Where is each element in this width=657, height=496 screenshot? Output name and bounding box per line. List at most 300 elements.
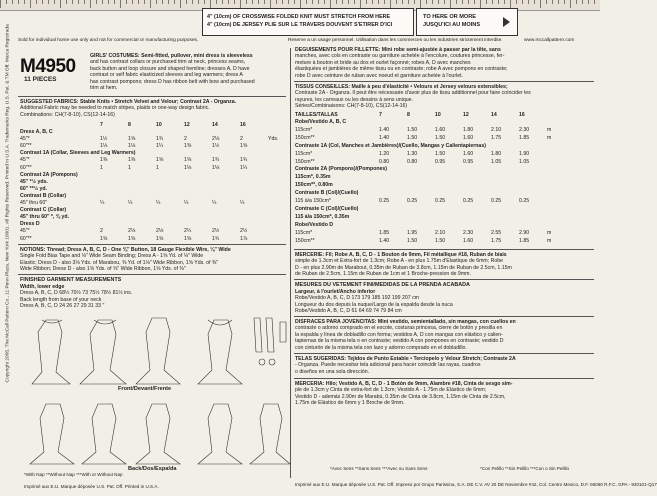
table-row-label: Contrast C (Collar): [20, 207, 67, 214]
ruler-tick: [180, 0, 181, 8]
table-cell: 1¾: [156, 136, 164, 143]
mesures-row: Longueur du dos depuis la nuque/Largo de la espalda desde la nuca: [295, 301, 453, 308]
ruler-tick: [474, 0, 475, 4]
table-cell: 1⅝: [156, 157, 164, 164]
table-cell: 1⅝: [184, 157, 192, 164]
table-cell: 2.90: [519, 229, 530, 236]
table-row-label: 45"*: [20, 228, 30, 235]
table-cell: 1.50: [407, 237, 418, 244]
ruler-tick: [258, 0, 259, 4]
table-cell: 1¼: [240, 164, 248, 171]
ruler-tick: [342, 0, 343, 4]
ruler-tick: [576, 0, 577, 4]
table-cell: 1.30: [407, 150, 418, 157]
table-cell: 1½: [100, 136, 108, 143]
ruler-tick: [294, 0, 295, 4]
ruler-tick: [492, 0, 493, 4]
finished-row: Width, lower edge: [20, 284, 65, 290]
table-cell: 1⅛: [184, 164, 192, 171]
disfraces-line: la espalda y línea de dobladillo con forma; vestidos A, D con mangas con elástico y calien-: [295, 331, 503, 338]
ruler-tick: [276, 0, 277, 4]
mercerie-line: D - en plus 2.90m de Marabout, 0.35m de Ruban de 3.8cm, 1.15m de Ruban de 2.5cm, 1.15m: [295, 264, 512, 271]
table-cell: m: [547, 134, 552, 141]
divider: [294, 378, 594, 379]
ruler-tick: [42, 0, 43, 4]
ruler-tick: [360, 0, 361, 8]
table-cell: 2.55: [491, 229, 502, 236]
size-header: 12: [463, 112, 469, 118]
side-copyright-text: Copyright 2005, The McCall Pattern Co., 11 Penn Plaza, New York 10001. All Rights Reserved. Printed in U.S.A. Trademarks Reg. U.S. Pat. & TM Off. Marca Registrada: [5, 24, 11, 383]
ruler-tick: [12, 0, 13, 4]
table-cell: 0.25: [379, 198, 390, 204]
table-cell: 1¾: [212, 157, 220, 164]
table-cell: 2.10: [435, 229, 446, 236]
table-cell: 0.25: [407, 198, 418, 204]
ruler-tick: [504, 0, 505, 4]
ruler-tick: [462, 0, 463, 4]
table-cell: 1.50: [435, 237, 446, 244]
ruler-tick: [282, 0, 283, 4]
ruler-tick: [498, 0, 499, 4]
disfraces-line: DISFRACES PARA JOVENCITAS: Mini vestido, semientallado, sin mangas, con cuellos en: [295, 319, 516, 325]
divider: [18, 244, 286, 245]
table-cell: 0.95: [463, 158, 474, 165]
ruler-tick: [570, 0, 571, 8]
telas-line: o diseños en una sola dirección.: [295, 368, 370, 375]
notions-line: NOTIONS: Thread; Dress A, B, C, D - One ⅜" Button, 18 Gauge Flexible Wire, ⅛" Wide: [20, 247, 231, 253]
ruler-tick: [336, 0, 337, 4]
table-cell: Yds.: [268, 136, 279, 143]
ruler-tick: [546, 0, 547, 4]
arrow-line-fr: JUSQU'ICI AU MOINS: [423, 22, 481, 28]
divider: [294, 316, 594, 317]
table-cell: m: [547, 229, 552, 236]
table-cell: 1.50: [407, 134, 418, 141]
tissus-line: TISSUS CONSEILLES: Maille à peu d'élasticité • Velours et Jersey velours extensibles;: [295, 84, 508, 90]
table-cell: ¼: [128, 200, 133, 206]
ruler-tick: [144, 0, 145, 4]
pelillo-footnote: *Con Pelillo **Sin Pelillo ***Con o Sin Pelillo: [480, 466, 570, 471]
ruler-tick: [450, 0, 451, 8]
ruler-tick: [300, 0, 301, 8]
ruler-tick: [120, 0, 121, 8]
table-cell: 1.85: [379, 229, 390, 236]
pattern-number: M4950: [20, 56, 76, 77]
table-row-label: 115 à/a 150cm*: [295, 198, 331, 204]
suggested-fabrics-line: Combinations: CH(7-8-10), CS(12-14-16): [20, 111, 115, 118]
description-line: and has contrast collars or purchased trim at neck, princess seams,: [90, 59, 246, 66]
table-cell: 1⅛: [128, 143, 136, 150]
divider: [294, 279, 594, 280]
description-line: GIRLS' COSTUMES: Semi-fitted, pullover, mini dress is sleeveless: [90, 53, 253, 59]
mesures-row: Robe/Vestido A, B, C, D 173 179 185 192 199 207 cm: [295, 295, 420, 302]
table-cell: 1.85: [519, 237, 530, 244]
ruler-tick: [528, 0, 529, 4]
ruler-tick: [378, 0, 379, 4]
divider: [294, 249, 594, 250]
table-cell: 1.40: [379, 237, 390, 244]
ruler-tick: [222, 0, 223, 4]
stretch-line-fr: 4" (10cm) DE JERSEY PLIE SUR LE TRAVERS DOUVENT S'ETIRER D'ICI: [207, 22, 393, 28]
ruler-tick: [318, 0, 319, 4]
ruler-tick: [438, 0, 439, 4]
table-cell: 1.05: [491, 158, 502, 165]
merceria-line: 1.75m de Elástico de 6mm y 1 Broche de 9mm.: [295, 400, 405, 407]
disfraces-line: contraste o adorno comprado en el escote, costuras princesa, cierre de botón y presilla en: [295, 325, 503, 332]
ruler-tick: [534, 0, 535, 4]
ruler-tick: [594, 0, 595, 4]
table-cell: 1.60: [463, 237, 474, 244]
table-cell: 1⅞: [240, 235, 248, 242]
ruler-tick: [126, 0, 127, 4]
ruler-tick: [264, 0, 265, 4]
back-view-label: Back/Dos/Espalda: [128, 466, 177, 472]
table-cell: 1⅜: [100, 157, 108, 164]
ruler-tick: [204, 0, 205, 4]
notions-line: Wide Ribbon; Dress D - also 1⅝ Yds. of ⅝" Wide Ribbon, 1⅝ Yds. of ⅜": [20, 266, 186, 273]
table-row-label: Dress D: [20, 221, 40, 228]
pieces-count: 11 PIECES: [24, 76, 57, 83]
ruler-tick: [396, 0, 397, 4]
column-divider: [290, 48, 291, 478]
table-cell: 1⅝: [240, 143, 248, 150]
table-cell: 2: [240, 136, 243, 143]
notions-line: Elastic; Dress D - also 3⅛ Yds. of Marabou, ⅜ Yd. of 1⅛" Wide Ribbon, 1⅝ Yds. of ⅜": [20, 259, 219, 266]
table-cell: m: [547, 237, 552, 244]
mesures-row: Robe/Vestido A, B, C, D 61 64 69 74 79 84 cm: [295, 308, 402, 315]
ruler-tick: [372, 0, 373, 4]
table-cell: 1½: [212, 143, 220, 150]
table-cell: 2½: [212, 228, 220, 235]
table-row-label: 60"**: [20, 235, 32, 242]
ruler-tick: [468, 0, 469, 4]
size-header: 14: [212, 122, 218, 128]
table-row-label: 115cm*: [295, 150, 313, 157]
table-row-label: 60"**: [20, 143, 32, 150]
sold-notice-fr: Reserve a un usage personnel. Utilisation dans les commerces ou les industries strictement interdite.: [288, 38, 503, 43]
table-row-label: 45"*: [20, 136, 30, 143]
table-cell: 2½: [240, 228, 248, 235]
ruler-tick: [156, 0, 157, 4]
table-cell: 1.75: [491, 237, 502, 244]
table-row-label: Contraste 2A (Pompons)/(Pompones): [295, 166, 388, 173]
merceria-line: MERCERIA: Hilo; Vestido A, B, C, D - 1 Botón de 9mm, Alambre #18, Cinta de sesgo sim-: [295, 381, 513, 387]
table-row-label: Robe/Vestido D: [295, 221, 334, 228]
ruler-tick: [192, 0, 193, 4]
table-cell: 1¾: [212, 235, 220, 242]
ruler-tick: [84, 0, 85, 4]
ruler-tick: [384, 0, 385, 4]
ruler-tick: [582, 0, 583, 4]
ruler-tick: [36, 0, 37, 4]
ruler-tick: [30, 0, 31, 8]
table-row-label: 150cm**: [295, 134, 315, 141]
size-header: 10: [435, 112, 441, 118]
table-row-label: 115cm*: [295, 229, 313, 236]
table-cell: ¼: [156, 200, 161, 206]
ruler-tick: [66, 0, 67, 4]
table-cell: 1⅝: [128, 136, 136, 143]
sold-notice-en: Sold for individual home use only and not for commercial or manufacturing purposes.: [18, 38, 199, 43]
mercerie-line: de Ruban de 2.5cm, 1.15m de Ruban de 1cm et 1 Broche-pression de 9mm.: [295, 271, 471, 278]
ruler-tick: [90, 0, 91, 8]
table-cell: 1: [128, 164, 131, 171]
description-line: trim at hem.: [90, 85, 118, 91]
front-view-label: Front/Devant/Frente: [118, 386, 172, 392]
ruler-tick: [480, 0, 481, 8]
disfraces-line: tapiernas de la misma tela o en contraste; vestido A con pompones en contraste; vestido D: [295, 338, 504, 345]
ruler-tick: [18, 0, 19, 4]
table-cell: 2: [100, 228, 103, 235]
table-cell: 1.40: [379, 126, 390, 133]
table-cell: 1.95: [407, 229, 418, 236]
divider: [294, 353, 594, 354]
description-fr-line: robe D avec ceinture de ruban avec noeud et garniture achetée à l'ourlet.: [295, 72, 463, 79]
notions-line: Single Fold Bias Tape and ⅛" Wide Seam Binding; Dress A - 1⅝ Yd. of ⅛" Wide: [20, 253, 204, 260]
table-cell: 2⅛: [156, 228, 164, 235]
ruler-tick: [312, 0, 313, 4]
ruler-tick: [348, 0, 349, 4]
back-view-sketches: [30, 404, 290, 464]
description-line: has contrast pompons; dress D has ribbon belt with bow and purchased: [90, 78, 255, 85]
table-cell: 1⅛: [212, 164, 220, 171]
ruler-tick: [516, 0, 517, 4]
ruler-tick: [402, 0, 403, 4]
ruler-tick: [102, 0, 103, 4]
ruler-tick: [552, 0, 553, 4]
table-row-label: 45" thru 60": [20, 200, 48, 206]
ruler-tick: [252, 0, 253, 4]
ruler-tick: [366, 0, 367, 4]
ruler-tick: [174, 0, 175, 4]
table-row-label: 45" *½ yds.: [20, 178, 48, 185]
size-header: 16: [519, 112, 525, 118]
tissus-line: Séries/Combinaisons: CH(7-8-10), CS(12-14-16): [295, 103, 408, 110]
table-cell: 0.80: [379, 158, 390, 165]
divider: [18, 274, 286, 275]
ruler-tick: [72, 0, 73, 4]
table-row-label: 45" thru 60" *, ⅜ yd.: [20, 214, 70, 221]
table-cell: 1.80: [463, 126, 474, 133]
table-row-label: Contraste B (Col)/(Cuello): [295, 190, 359, 197]
table-cell: 1⅜: [128, 157, 136, 164]
yardage-table-en: [20, 122, 286, 242]
size-header: 12: [184, 122, 190, 128]
ruler-tick: [138, 0, 139, 4]
table-cell: 1.60: [435, 126, 446, 133]
ruler-tick: [24, 0, 25, 4]
table-cell: 2.30: [463, 229, 474, 236]
ruler-tick: [54, 0, 55, 4]
suggested-fabrics-line: Additional Fabric may be needed to match stripes, plaids or one-way design fabric.: [20, 105, 210, 112]
table-cell: 1⅝: [156, 235, 164, 242]
ruler-tick: [270, 0, 271, 8]
ruler-tick: [510, 0, 511, 8]
table-row-label: Contrast 2A (Pompons): [20, 171, 78, 178]
table-cell: 1¾: [240, 157, 248, 164]
finished-measurements-title: FINISHED GARMENT MEASUREMENTS: [20, 277, 122, 283]
table-cell: 2⅛: [212, 136, 220, 143]
ruler-tick: [354, 0, 355, 4]
size-header: 8: [407, 112, 410, 118]
table-cell: 0.80: [407, 158, 418, 165]
ruler-tick: [426, 0, 427, 4]
table-cell: 0.25: [463, 198, 474, 204]
ruler-tick: [216, 0, 217, 4]
ruler-tick: [558, 0, 559, 4]
ruler-tick: [522, 0, 523, 4]
ruler-tick: [162, 0, 163, 4]
table-row-label: 60"**: [20, 164, 32, 171]
table-cell: 0.25: [435, 198, 446, 204]
size-header: 8: [128, 122, 131, 128]
divider: [294, 81, 594, 82]
table-row-label: Robe/Vestido A, B, C: [295, 119, 347, 125]
mesures-row: Largeur, à l'ourlet/Ancho inferior: [295, 289, 376, 295]
ruler-tick: [132, 0, 133, 4]
ruler-tick: [564, 0, 565, 4]
table-cell: 1¼: [156, 143, 164, 150]
table-cell: 2¼: [184, 228, 192, 235]
table-cell: 1.20: [379, 150, 390, 157]
description-fr-line: élastiquées et jambières de même tissu ou en contraste; robe A avec pompons en contraste;: [295, 66, 508, 73]
ruler-tick: [240, 0, 241, 8]
mercerie-line: MERCERIE: Fil; Robe A, B, C, D - 1 Bouton de 9mm, Fil métallique #18, Ruban de biais: [295, 252, 507, 258]
table-row-label: 45"*: [20, 157, 30, 164]
table-cell: 0.95: [435, 158, 446, 165]
table-row-label: Contrast B (Collar): [20, 192, 67, 199]
telas-line: - Organza. Puede necesitar tela adicional para hacer coincidir las rayas, cuadros: [295, 362, 481, 369]
table-row-label: 115cm*, 0.35m: [295, 174, 331, 181]
print-footnote-es: Imprimé aux E.U. Marque déposée U.S. Pat. Off. Impreso por Grupo Parissina, S.A. DE C.V. AV 20 DE Noviembre #42, Col. Centro Mexico, D.F. 06060 R.F.C. GPA - 930101-Q17: [295, 482, 657, 487]
ruler-tick: [0, 0, 1, 8]
table-cell: 1⅝: [184, 235, 192, 242]
ruler-tick: [48, 0, 49, 4]
ruler-tick: [540, 0, 541, 8]
stretch-arrow-box: [416, 8, 518, 36]
ruler-tick: [444, 0, 445, 4]
website-text: www.mccallpattern.com: [524, 38, 575, 43]
ruler-tick: [246, 0, 247, 4]
table-cell: 1.85: [519, 134, 530, 141]
ruler-tick: [150, 0, 151, 8]
merceria-line: Vestido D - además 2.90m de Marabú, 0.35m de Cinta de 3.8cm, 1.15m de Cinta de 2.5cm,: [295, 393, 506, 400]
table-cell: 1⅜: [184, 143, 192, 150]
ruler-tick: [114, 0, 115, 4]
mesures-title: MESURES DU VETEMENT FINI/MEDIDAS DE LA PRENDA ACABADA: [295, 282, 470, 288]
ruler-tick: [96, 0, 97, 4]
print-footnote-en: Imprimé aux E.U. Marque déposée U.S. Pat. Off. Printed in U.S.A.: [24, 484, 159, 489]
description-fr-line: manches, avec cols en contraste ou garniture achetée à l'encolure, coutures princesse, fer-: [295, 53, 505, 60]
ruler-tick: [60, 0, 61, 8]
table-cell: 1⅝: [128, 235, 136, 242]
ruler-tick: [588, 0, 589, 4]
table-cell: 1.05: [519, 158, 530, 165]
table-cell: 1.60: [463, 134, 474, 141]
table-cell: 1.80: [491, 150, 502, 157]
ruler-tick: [330, 0, 331, 8]
table-row-label: 115 à/a 150cm*, 0.35m: [295, 213, 350, 220]
ruler-tick: [168, 0, 169, 4]
table-row-label: 150cm**: [295, 158, 315, 165]
table-cell: 0.25: [491, 198, 502, 204]
ruler-tick: [108, 0, 109, 4]
table-cell: ¼: [212, 200, 217, 206]
stretch-line-en: 4" (10cm) OF CROSSWISE FOLDED KNIT MUST STRETCH FROM HERE: [207, 14, 391, 20]
table-cell: 1.75: [491, 134, 502, 141]
ruler-tick: [210, 0, 211, 8]
arrow-line-en: TO HERE OR MORE: [423, 14, 477, 20]
ruler-tick: [306, 0, 307, 4]
table-cell: 1: [156, 164, 159, 171]
ruler-tick: [420, 0, 421, 8]
size-header: 16: [240, 122, 246, 128]
table-cell: 1.50: [435, 150, 446, 157]
finished-row: Dress A, B, C, D 68½ 70½ 73 75½ 78½ 81½ ins.: [20, 290, 133, 297]
table-row-label: Dress A, B, C: [20, 129, 53, 135]
table-cell: 0.25: [519, 198, 530, 204]
description-line: back button and loop closure and shaped hemline; dresses A, D have: [90, 65, 250, 72]
ruler-tick: [408, 0, 409, 4]
table-row-label: 150cm**, 0.80m: [295, 182, 333, 189]
finished-row: Dress A, B, C, D 24 26 27 29 31 33 ": [20, 303, 105, 310]
ruler-tick: [6, 0, 7, 4]
table-cell: 2⅛: [128, 228, 136, 235]
table-cell: 2.10: [491, 126, 502, 133]
yardage-table-metric: [295, 112, 595, 248]
size-header: 7: [379, 112, 382, 118]
table-row-label: 115cm*: [295, 126, 313, 133]
table-cell: 1.90: [519, 150, 530, 157]
tissus-line: Contraste 2A - Organza. Il peut être nécessaire d'avoir plus de tissu additionnel pour faire coïncider les: [295, 90, 531, 97]
ruler-tick: [324, 0, 325, 4]
table-row-label: Contraste 1A (Col, Manches et Jambières)/(Cuello, Mangas y Calientapiernas): [295, 142, 486, 149]
tissus-line: rayures, les carreaux ou les dessins à sens unique.: [295, 96, 413, 103]
table-cell: 1.60: [463, 150, 474, 157]
ruler-tick: [432, 0, 433, 4]
front-view-sketches: [32, 318, 286, 384]
table-cell: 1.50: [407, 126, 418, 133]
ruler-tick: [486, 0, 487, 4]
ruler-tick: [186, 0, 187, 4]
table-row-label: 150cm**: [295, 237, 315, 244]
table-cell: 1⅝: [100, 235, 108, 242]
table-cell: 2.30: [519, 126, 530, 133]
table-cell: 1⅛: [100, 143, 108, 150]
table-row-label: Contrast 1A (Collar, Sleeves and Leg Warmers): [20, 150, 136, 157]
ruler-tick: [228, 0, 229, 4]
table-cell: ¼: [240, 200, 245, 206]
arrow-right-icon: [503, 15, 515, 29]
garment-sketches: [28, 312, 290, 478]
ruler-tick: [198, 0, 199, 4]
mercerie-line: simple de 1.3cm et Extra-fort de 1.3cm; Robe A - en plus 1.75m d'Elastique de 6mm; Robe: [295, 258, 504, 265]
ruler-tick: [234, 0, 235, 4]
table-cell: 1.40: [379, 134, 390, 141]
telas-line: TELAS SUGERIDAS: Tejidos de Punto Estable • Terciopelo y Velour Stretch; Contraste 2A: [295, 356, 516, 362]
size-header: 7: [100, 122, 103, 128]
divider: [18, 96, 286, 97]
nap-footnote: *With Nap **Without Nap ***With or Without Nap: [24, 472, 123, 477]
table-row-label: 60" **½ yd.: [20, 185, 47, 192]
description-line: contrast or self fabric elasticized sleeves and leg warmers; dress A: [90, 72, 243, 79]
table-cell: 2: [184, 136, 187, 143]
table-cell: m: [547, 126, 552, 133]
ruler-tick: [78, 0, 79, 4]
tailles-label: TAILLES/TALLAS: [295, 112, 338, 118]
size-header: 10: [156, 122, 162, 128]
stretch-gauge-strip: [202, 8, 414, 36]
